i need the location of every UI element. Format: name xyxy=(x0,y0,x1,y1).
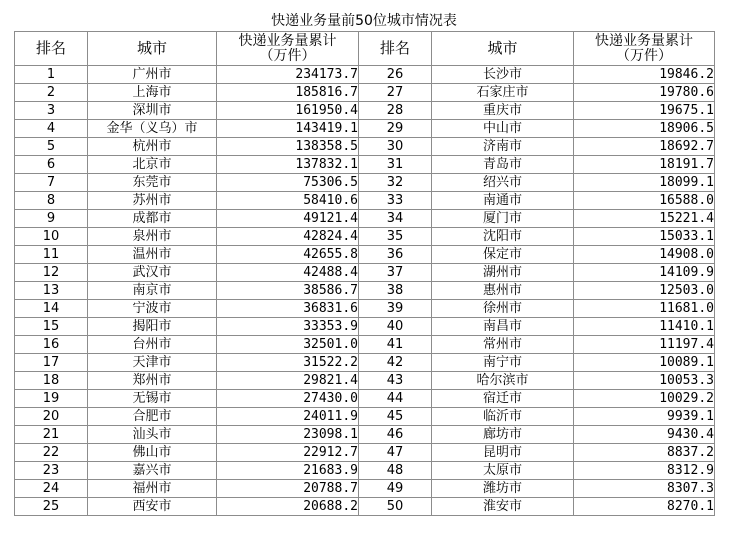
city-cell: 杭州市 xyxy=(88,138,217,156)
volume-cell: 10029.2 xyxy=(574,390,715,408)
city-cell: 武汉市 xyxy=(88,264,217,282)
volume-cell: 15221.4 xyxy=(574,210,715,228)
table-title: 快递业务量前50位城市情况表 xyxy=(271,13,457,29)
volume-cell: 10089.1 xyxy=(574,354,715,372)
city-cell: 金华（义乌）市 xyxy=(88,120,217,138)
city-ranking-table xyxy=(14,31,715,516)
rank-cell: 11 xyxy=(15,246,88,264)
rank-cell: 17 xyxy=(15,354,88,372)
header-rank-left: 排名 xyxy=(15,32,88,66)
city-cell: 台州市 xyxy=(88,336,217,354)
city-cell: 常州市 xyxy=(432,336,574,354)
header-volume-right xyxy=(574,32,715,66)
header-volume-right-line1: 快递业务量累计 xyxy=(595,32,693,49)
rank-cell: 16 xyxy=(15,336,88,354)
rank-cell: 35 xyxy=(359,228,432,246)
rank-cell: 28 xyxy=(359,102,432,120)
table-row xyxy=(15,426,715,444)
table-header-row xyxy=(15,32,715,66)
rank-cell: 50 xyxy=(359,498,432,516)
table-row xyxy=(15,210,715,228)
city-cell: 哈尔滨市 xyxy=(432,372,574,390)
table-row xyxy=(15,336,715,354)
volume-cell: 42488.4 xyxy=(217,264,359,282)
volume-cell: 58410.6 xyxy=(217,192,359,210)
volume-cell: 31522.2 xyxy=(217,354,359,372)
volume-cell: 11197.4 xyxy=(574,336,715,354)
city-cell: 北京市 xyxy=(88,156,217,174)
volume-cell: 15033.1 xyxy=(574,228,715,246)
volume-cell: 42655.8 xyxy=(217,246,359,264)
rank-cell: 22 xyxy=(15,444,88,462)
rank-cell: 41 xyxy=(359,336,432,354)
volume-cell: 14908.0 xyxy=(574,246,715,264)
city-cell: 徐州市 xyxy=(432,300,574,318)
rank-cell: 21 xyxy=(15,426,88,444)
rank-cell: 10 xyxy=(15,228,88,246)
table-row xyxy=(15,246,715,264)
rank-cell: 39 xyxy=(359,300,432,318)
city-cell: 临沂市 xyxy=(432,408,574,426)
city-cell: 廊坊市 xyxy=(432,426,574,444)
city-cell: 苏州市 xyxy=(88,192,217,210)
volume-cell: 20788.7 xyxy=(217,480,359,498)
table-row xyxy=(15,462,715,480)
table-row xyxy=(15,372,715,390)
city-cell: 惠州市 xyxy=(432,282,574,300)
volume-cell: 161950.4 xyxy=(217,102,359,120)
city-cell: 沈阳市 xyxy=(432,228,574,246)
volume-cell: 138358.5 xyxy=(217,138,359,156)
volume-cell: 32501.0 xyxy=(217,336,359,354)
city-cell: 无锡市 xyxy=(88,390,217,408)
rank-cell: 37 xyxy=(359,264,432,282)
rank-cell: 9 xyxy=(15,210,88,228)
city-cell: 长沙市 xyxy=(432,66,574,84)
city-cell: 东莞市 xyxy=(88,174,217,192)
rank-cell: 40 xyxy=(359,318,432,336)
city-cell: 西安市 xyxy=(88,498,217,516)
volume-cell: 20688.2 xyxy=(217,498,359,516)
rank-cell: 42 xyxy=(359,354,432,372)
volume-cell: 8837.2 xyxy=(574,444,715,462)
volume-cell: 9430.4 xyxy=(574,426,715,444)
rank-cell: 38 xyxy=(359,282,432,300)
city-cell: 天津市 xyxy=(88,354,217,372)
city-cell: 温州市 xyxy=(88,246,217,264)
rank-cell: 2 xyxy=(15,84,88,102)
city-cell: 南京市 xyxy=(88,282,217,300)
rank-cell: 33 xyxy=(359,192,432,210)
volume-cell: 185816.7 xyxy=(217,84,359,102)
table-row xyxy=(15,318,715,336)
table-row xyxy=(15,264,715,282)
city-cell: 南昌市 xyxy=(432,318,574,336)
volume-cell: 24011.9 xyxy=(217,408,359,426)
volume-cell: 14109.9 xyxy=(574,264,715,282)
rank-cell: 26 xyxy=(359,66,432,84)
volume-cell: 11681.0 xyxy=(574,300,715,318)
volume-cell: 33353.9 xyxy=(217,318,359,336)
volume-cell: 19780.6 xyxy=(574,84,715,102)
rank-cell: 8 xyxy=(15,192,88,210)
rank-cell: 36 xyxy=(359,246,432,264)
rank-cell: 15 xyxy=(15,318,88,336)
volume-cell: 38586.7 xyxy=(217,282,359,300)
table-body xyxy=(15,66,715,516)
rank-cell: 49 xyxy=(359,480,432,498)
city-cell: 福州市 xyxy=(88,480,217,498)
table-row xyxy=(15,228,715,246)
city-cell: 郑州市 xyxy=(88,372,217,390)
volume-cell: 18692.7 xyxy=(574,138,715,156)
rank-cell: 44 xyxy=(359,390,432,408)
volume-cell: 9939.1 xyxy=(574,408,715,426)
rank-cell: 4 xyxy=(15,120,88,138)
table-row xyxy=(15,84,715,102)
city-cell: 佛山市 xyxy=(88,444,217,462)
header-volume-left-line2: （万件） xyxy=(259,47,316,64)
volume-cell: 137832.1 xyxy=(217,156,359,174)
volume-cell: 234173.7 xyxy=(217,66,359,84)
volume-cell: 49121.4 xyxy=(217,210,359,228)
rank-cell: 7 xyxy=(15,174,88,192)
city-cell: 潍坊市 xyxy=(432,480,574,498)
city-cell: 深圳市 xyxy=(88,102,217,120)
rank-cell: 48 xyxy=(359,462,432,480)
volume-cell: 19846.2 xyxy=(574,66,715,84)
rank-cell: 24 xyxy=(15,480,88,498)
city-cell: 重庆市 xyxy=(432,102,574,120)
city-cell: 泉州市 xyxy=(88,228,217,246)
city-cell: 广州市 xyxy=(88,66,217,84)
rank-cell: 23 xyxy=(15,462,88,480)
volume-cell: 16588.0 xyxy=(574,192,715,210)
table-row xyxy=(15,282,715,300)
volume-cell: 22912.7 xyxy=(217,444,359,462)
rank-cell: 5 xyxy=(15,138,88,156)
table-row xyxy=(15,390,715,408)
rank-cell: 27 xyxy=(359,84,432,102)
header-rank-right: 排名 xyxy=(359,32,432,66)
city-cell: 济南市 xyxy=(432,138,574,156)
table-row xyxy=(15,138,715,156)
rank-cell: 3 xyxy=(15,102,88,120)
city-cell: 南宁市 xyxy=(432,354,574,372)
rank-cell: 32 xyxy=(359,174,432,192)
volume-cell: 21683.9 xyxy=(217,462,359,480)
header-volume-left-line1: 快递业务量累计 xyxy=(238,32,337,49)
city-cell: 昆明市 xyxy=(432,444,574,462)
volume-cell: 23098.1 xyxy=(217,426,359,444)
table-row xyxy=(15,192,715,210)
table-row xyxy=(15,498,715,516)
table-row xyxy=(15,174,715,192)
rank-cell: 18 xyxy=(15,372,88,390)
table-row xyxy=(15,408,715,426)
volume-cell: 10053.3 xyxy=(574,372,715,390)
rank-cell: 12 xyxy=(15,264,88,282)
city-cell: 嘉兴市 xyxy=(88,462,217,480)
volume-cell: 8312.9 xyxy=(574,462,715,480)
city-cell: 中山市 xyxy=(432,120,574,138)
header-city-left: 城市 xyxy=(88,32,217,66)
city-cell: 合肥市 xyxy=(88,408,217,426)
city-cell: 南通市 xyxy=(432,192,574,210)
city-cell: 绍兴市 xyxy=(432,174,574,192)
rank-cell: 30 xyxy=(359,138,432,156)
city-cell: 青岛市 xyxy=(432,156,574,174)
volume-cell: 143419.1 xyxy=(217,120,359,138)
volume-cell: 42824.4 xyxy=(217,228,359,246)
header-volume-right-line2: （万件） xyxy=(616,47,672,64)
volume-cell: 29821.4 xyxy=(217,372,359,390)
table-row xyxy=(15,66,715,84)
volume-cell: 18906.5 xyxy=(574,120,715,138)
rank-cell: 45 xyxy=(359,408,432,426)
city-cell: 揭阳市 xyxy=(88,318,217,336)
rank-cell: 43 xyxy=(359,372,432,390)
volume-cell: 75306.5 xyxy=(217,174,359,192)
rank-cell: 6 xyxy=(15,156,88,174)
table-row xyxy=(15,480,715,498)
rank-cell: 14 xyxy=(15,300,88,318)
rank-cell: 29 xyxy=(359,120,432,138)
city-cell: 厦门市 xyxy=(432,210,574,228)
city-cell: 太原市 xyxy=(432,462,574,480)
city-cell: 保定市 xyxy=(432,246,574,264)
table-row xyxy=(15,354,715,372)
volume-cell: 8307.3 xyxy=(574,480,715,498)
rank-cell: 47 xyxy=(359,444,432,462)
rank-cell: 19 xyxy=(15,390,88,408)
volume-cell: 18191.7 xyxy=(574,156,715,174)
table-row xyxy=(15,102,715,120)
volume-cell: 36831.6 xyxy=(217,300,359,318)
city-cell: 汕头市 xyxy=(88,426,217,444)
volume-cell: 12503.0 xyxy=(574,282,715,300)
table-row xyxy=(15,444,715,462)
rank-cell: 46 xyxy=(359,426,432,444)
volume-cell: 18099.1 xyxy=(574,174,715,192)
city-cell: 上海市 xyxy=(88,84,217,102)
volume-cell: 27430.0 xyxy=(217,390,359,408)
city-cell: 宁波市 xyxy=(88,300,217,318)
table-row xyxy=(15,300,715,318)
rank-cell: 25 xyxy=(15,498,88,516)
city-cell: 淮安市 xyxy=(432,498,574,516)
table-row xyxy=(15,120,715,138)
city-cell: 宿迁市 xyxy=(432,390,574,408)
volume-cell: 8270.1 xyxy=(574,498,715,516)
header-city-right: 城市 xyxy=(432,32,574,66)
rank-cell: 31 xyxy=(359,156,432,174)
city-cell: 石家庄市 xyxy=(432,84,574,102)
volume-cell: 19675.1 xyxy=(574,102,715,120)
city-cell: 湖州市 xyxy=(432,264,574,282)
rank-cell: 20 xyxy=(15,408,88,426)
rank-cell: 1 xyxy=(15,66,88,84)
city-cell: 成都市 xyxy=(88,210,217,228)
rank-cell: 13 xyxy=(15,282,88,300)
header-volume-left xyxy=(217,32,359,66)
table-row xyxy=(15,156,715,174)
volume-cell: 11410.1 xyxy=(574,318,715,336)
rank-cell: 34 xyxy=(359,210,432,228)
